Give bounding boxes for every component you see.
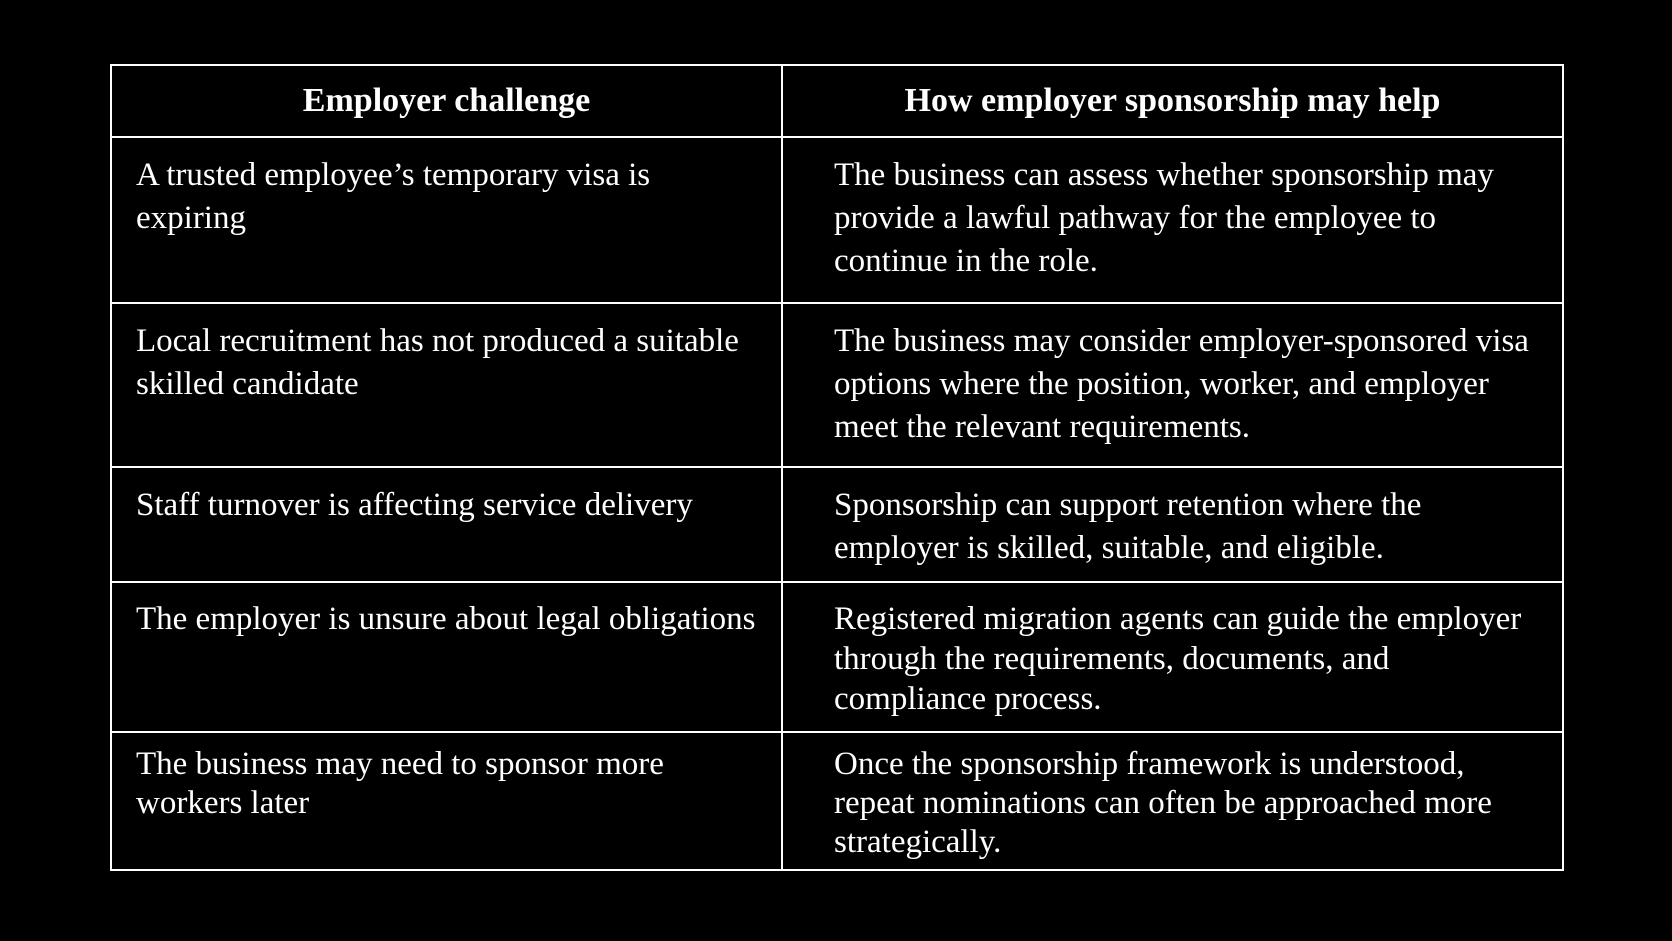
sponsorship-table-container — [110, 64, 1562, 871]
challenge-cell: Local recruitment has not produced a suitable skilled candidate — [111, 303, 782, 467]
challenge-cell: The employer is unsure about legal obligations — [111, 582, 782, 732]
help-cell: Registered migration agents can guide the employer through the requirements, documents, and compliance process. — [782, 582, 1563, 732]
challenge-cell: The business may need to sponsor more workers later — [111, 732, 782, 870]
help-cell: The business may consider employer-sponsored visa options where the position, worker, and employer meet the relevant requirements. — [782, 303, 1563, 467]
table-row — [111, 137, 1563, 303]
help-cell: The business can assess whether sponsorship may provide a lawful pathway for the employee to continue in the role. — [782, 137, 1563, 303]
challenge-cell: A trusted employee’s temporary visa is expiring — [111, 137, 782, 303]
table-row — [111, 582, 1563, 732]
column-header-help: How employer sponsorship may help — [782, 65, 1563, 137]
help-cell: Once the sponsorship framework is understood, repeat nominations can often be approached more strategically. — [782, 732, 1563, 870]
help-cell: Sponsorship can support retention where the employer is skilled, suitable, and eligible. — [782, 467, 1563, 582]
table-row — [111, 303, 1563, 467]
challenge-cell: Staff turnover is affecting service delivery — [111, 467, 782, 582]
table-row — [111, 732, 1563, 870]
column-header-challenge: Employer challenge — [111, 65, 782, 137]
table-header-row — [111, 65, 1563, 137]
sponsorship-table — [110, 64, 1564, 871]
table-row — [111, 467, 1563, 582]
